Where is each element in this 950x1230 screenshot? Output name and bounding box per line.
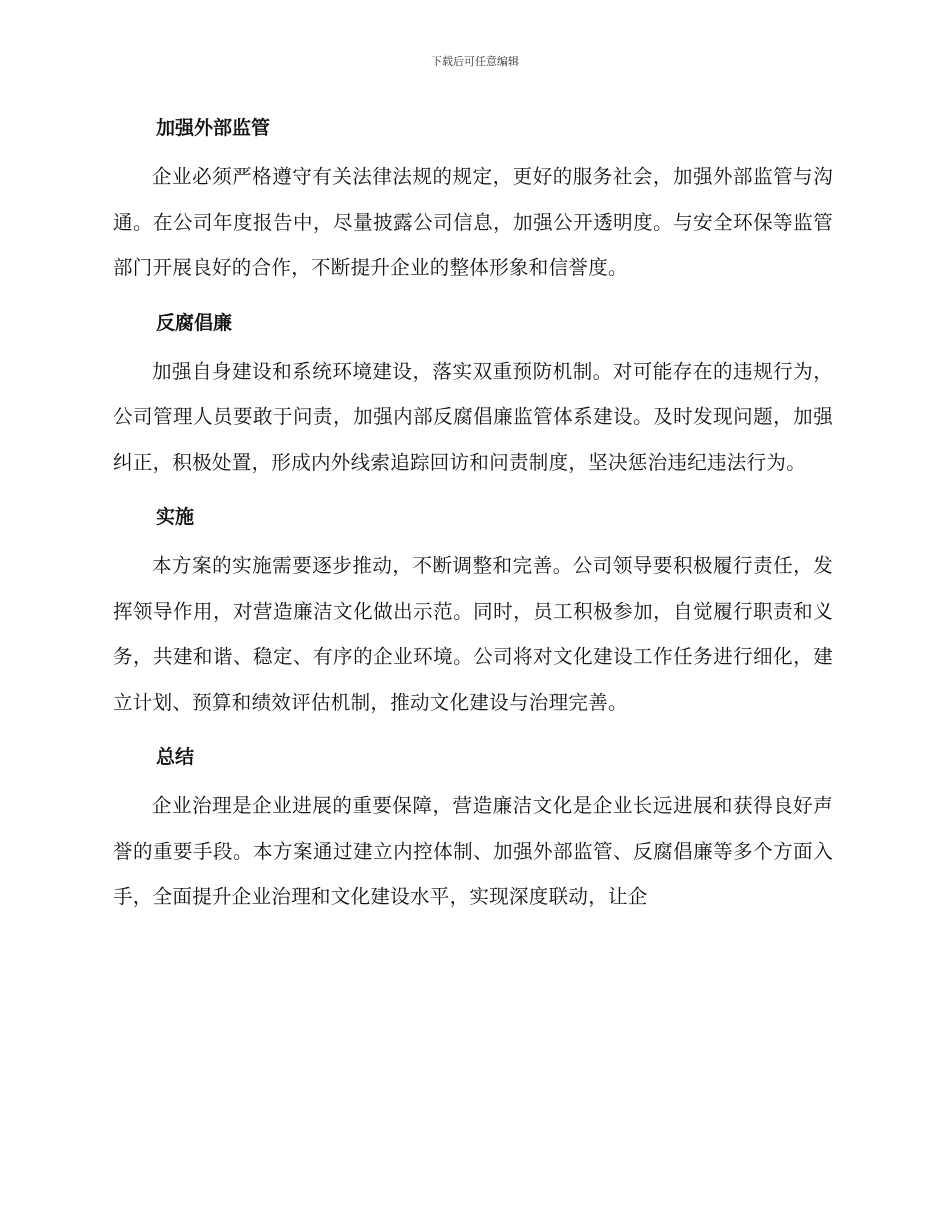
page-header-note: 下载后可任意编辑 — [431, 55, 519, 68]
section-summary — [113, 737, 833, 920]
section-implementation — [113, 497, 833, 725]
section-heading: 加强外部监管 — [156, 117, 271, 139]
section-paragraph: 本方案的实施需要逐步推动，不断调整和完善。公司领导要积极履行责任，发挥领导作用，对营造廉洁文化做出示范。同时，员工积极参加，自觉履行职责和义务，共建和谐、稳定、有序的企业环境。公司将对文化建设工作任务进行细化，建立计划、预算和绩效评估机制，推动文化建设与治理完善。 — [113, 554, 833, 714]
section-paragraph: 企业必须严格遵守有关法律法规的规定，更好的服务社会，加强外部监管与沟通。在公司年度报告中，尽量披露公司信息，加强公开透明度。与安全环保等监管部门开展良好的合作，不断提升企业的整体形象和信誉度。 — [113, 165, 833, 279]
section-paragraph: 加强自身建设和系统环境建设，落实双重预防机制。对可能存在的违规行为，公司管理人员要敢于问责，加强内部反腐倡廉监管体系建设。及时发现问题，加强纠正，积极处置，形成内外线索追踪回访和问责制度，坚决惩治违纪违法行为。 — [113, 359, 833, 474]
section-anti-corruption — [113, 303, 833, 486]
section-paragraph: 企业治理是企业进展的重要保障，营造廉洁文化是企业长远进展和获得良好声誉的重要手段。本方案通过建立内控体制、加强外部监管、反腐倡廉等多个方面入手，全面提升企业治理和文化建设水平，实现深度联动，让企 — [113, 794, 833, 908]
section-external-supervision — [113, 108, 833, 291]
section-heading: 总结 — [156, 746, 195, 768]
section-heading: 反腐倡廉 — [156, 311, 233, 334]
document-body — [113, 108, 833, 932]
section-heading: 实施 — [156, 506, 195, 528]
